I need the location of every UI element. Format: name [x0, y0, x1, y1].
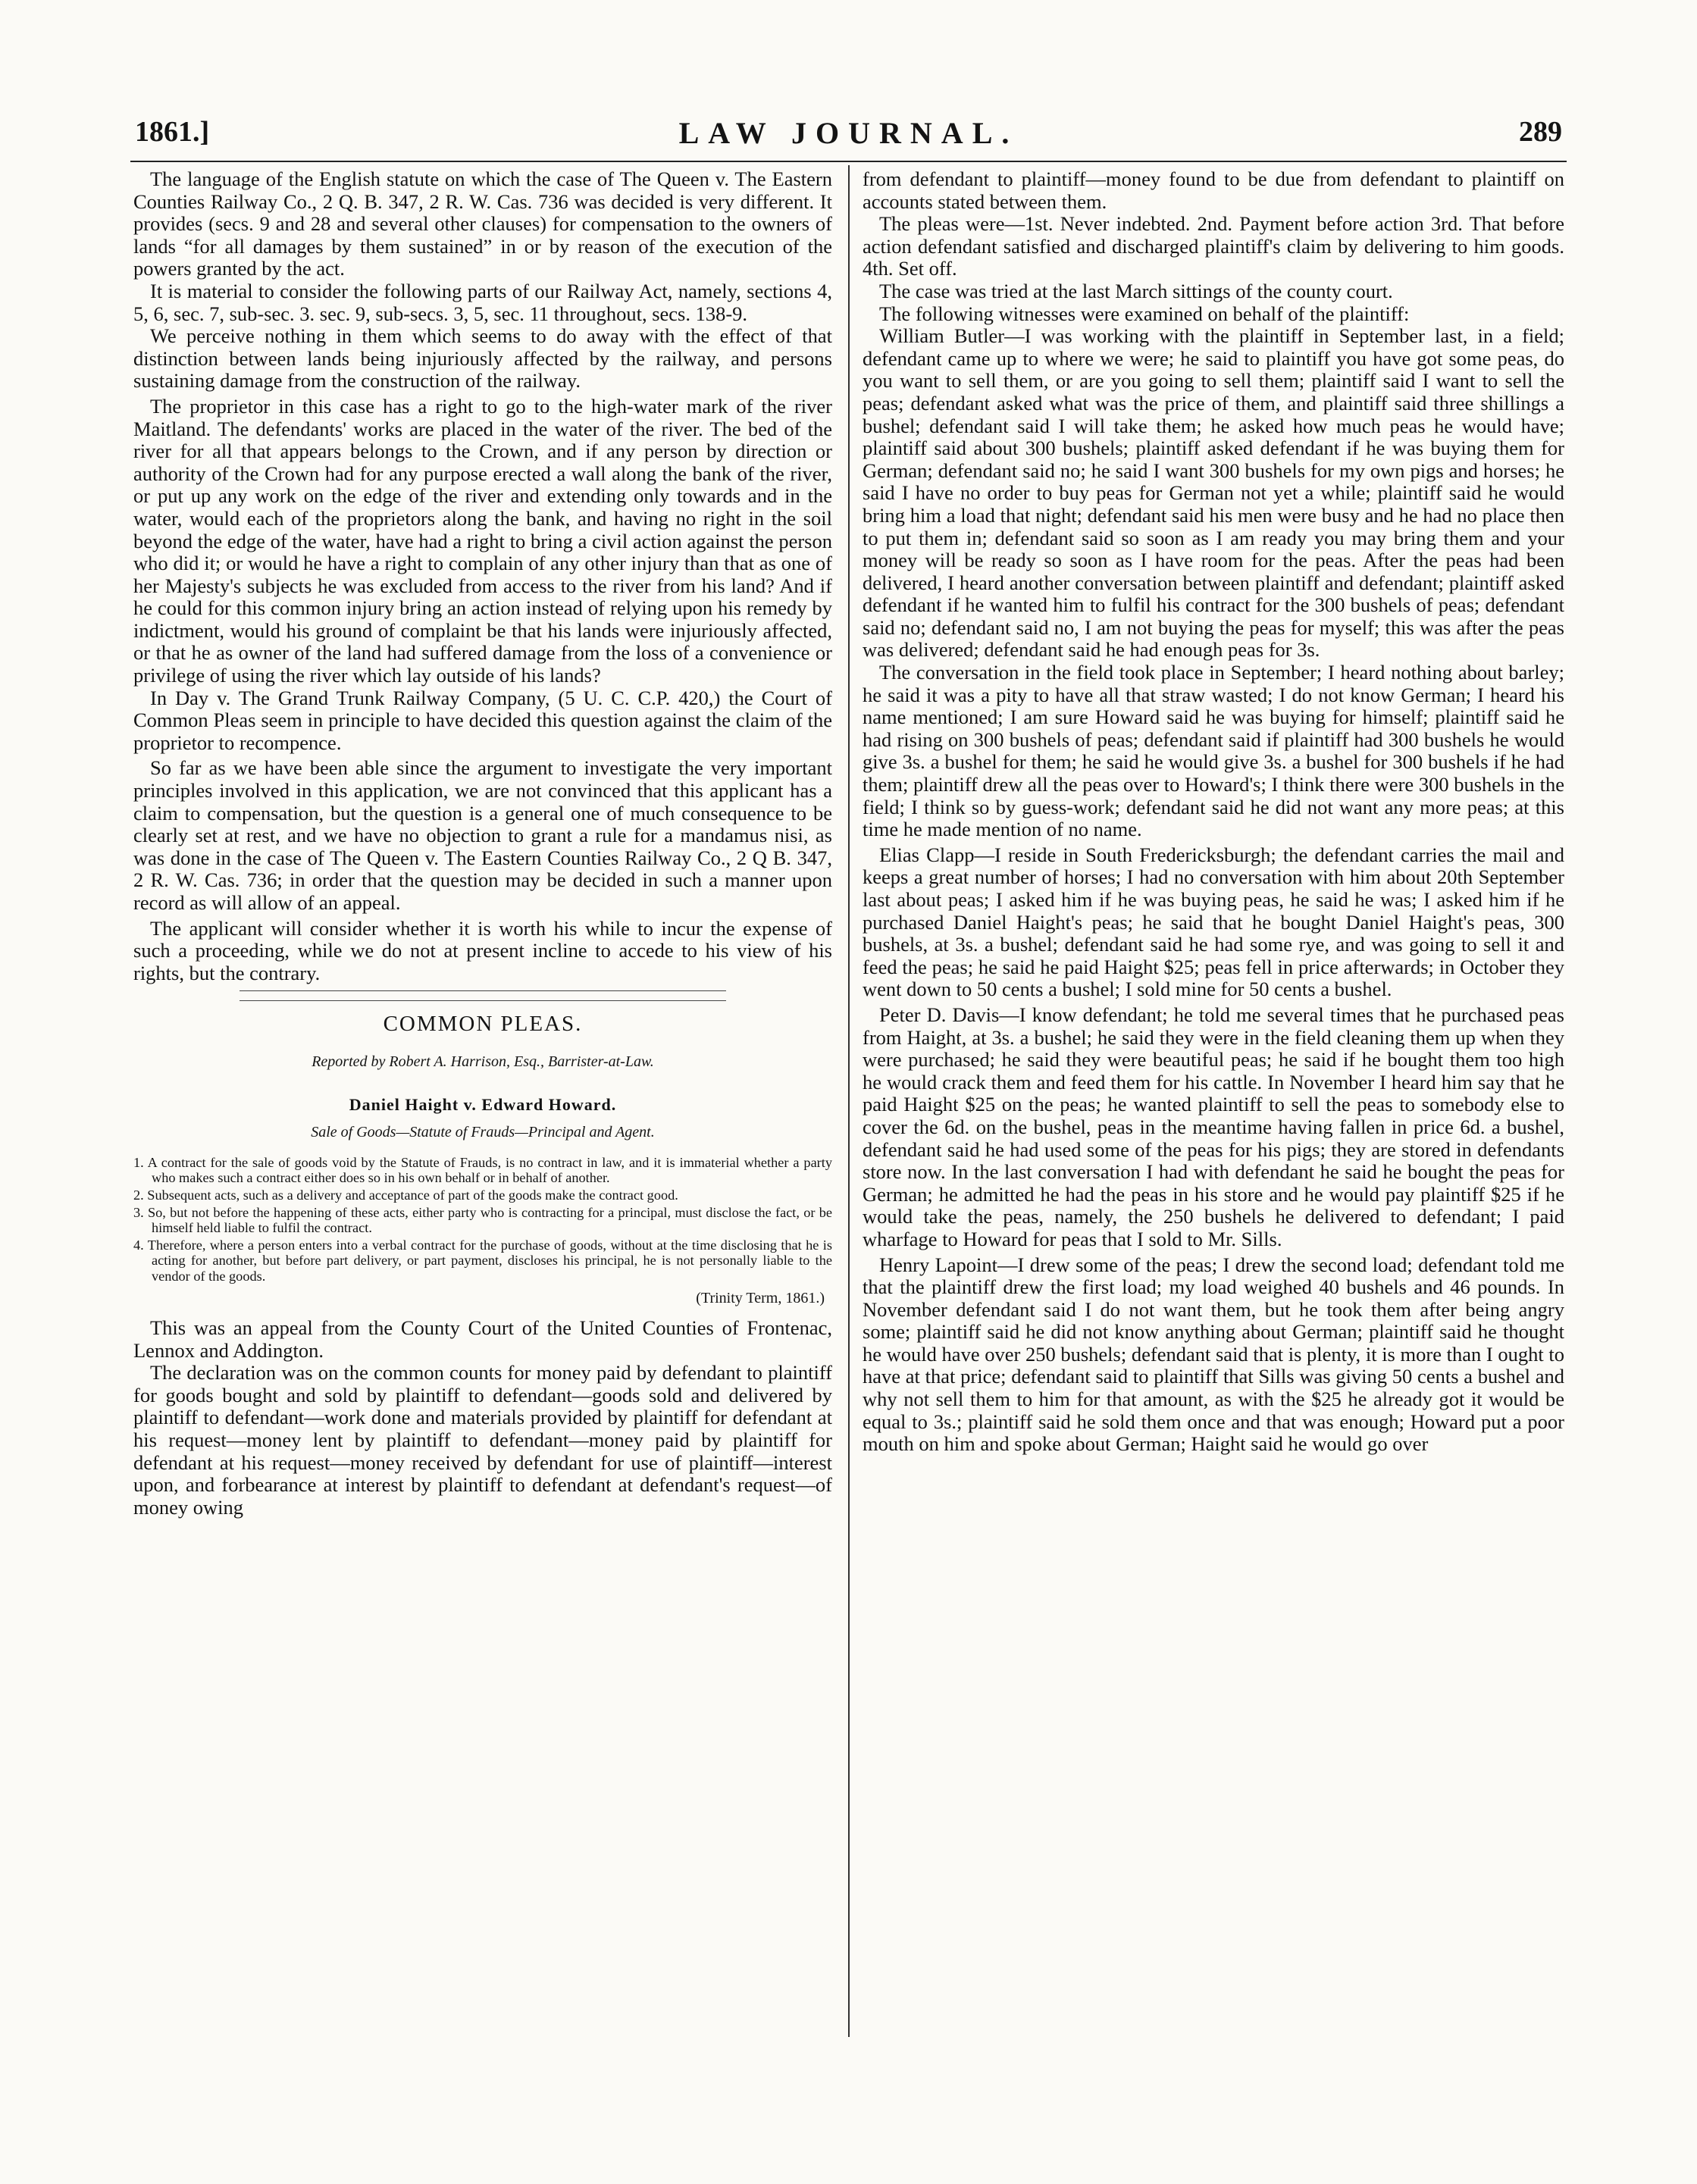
paragraph: This was an appeal from the County Court of the United Counties of Frontenac, Lennox and Addington. — [133, 1316, 832, 1362]
paragraph: Peter D. Davis—I know defendant; he told me several times that he purchased peas from Haight, at 3s. a bushel; he said they were in the field cleaning them up when they were purchased; he said they were beautiful peas; he said if he bought them too high he would crack them and feed them for his cattle. In November I heard him say that he paid Haight $25 on the peas; he wanted plaintiff to sell the peas to somebody else to cover the 6d. on the bushel, peas in the meantime having fallen in price 6d. a bushel, defendant said he had used some of the peas for his pigs; they are stored in defendants store now. In the last conversation I had with defendant he said he bought the peas for German; he admitted he had the peas in his store and he would pay plaintiff $25 if he would take the peas, namely, the 250 bushels he delivered to defendant; I paid wharfage to Howard for peas that I sold to Mr. Sills. — [863, 1003, 1564, 1250]
left-column — [133, 168, 832, 1519]
paragraph: In Day v. The Grand Trunk Railway Company, (5 U. C. C.P. 420,) the Court of Common Pleas seem in principle to have decided this question against the claim of the proprietor to recompence. — [133, 686, 832, 754]
column-divider — [848, 165, 850, 2037]
paragraph: The applicant will consider whether it is worth his while to incur the expense of such a proceeding, while we do not at present incline to accede to his view of his rights, but the contrary. — [133, 916, 832, 984]
right-column — [863, 168, 1564, 1456]
case-title: Daniel Haight v. Edward Howard. — [349, 1094, 617, 1114]
paragraph: Elias Clapp—I reside in South Fredericksburgh; the defendant carries the mail and keeps a great number of horses; I had no conversation with him about 20th September last about peas; I asked him if he was buying peas, he said he was; I asked him if he purchased Daniel Haight's peas; he said that he bought Daniel Haight's peas, 300 bushels, at 3s. a bushel; defendant said he had some rye, and was going to sell it and feed the peas; he said he paid Haight $25; peas fell in price afterwards; in October they went down to 50 cents a bushel; I sold mine for 50 cents a bushel. — [863, 843, 1564, 1001]
running-head — [135, 115, 1562, 162]
headnote: 1. A contract for the sale of goods void by the Statute of Frauds, is no contract in law, and it is immaterial whether a party who makes such a contract either does so in his own behalf or in behalf of another. — [133, 1154, 832, 1186]
paragraph: The declaration was on the common counts for money paid by defendant to plaintiff for goods bought and sold by plaintiff to defendant—goods sold and delivered by plaintiff to defendant—work done and materials provided by plaintiff for defendant at his request—money lent by plaintiff to defendant—money paid by plaintiff for defendant at his request—money received by defendant for use of plaintiff—interest upon, and forbearance at interest by plaintiff to defendant at defendant's request—of money owing — [133, 1361, 832, 1519]
headnote: 3. So, but not before the happening of these acts, either party who is contracting for a principal, must disclose the fact, or be himself held liable to fulfil the contract. — [133, 1204, 832, 1236]
paragraph: The conversation in the field took place in September; I heard nothing about barley; he said it was a pity to have all that straw wasted; I do not know German; I heard his name mentioned; I am sure Howard said he was buying for himself; plaintiff said he had rising on 300 bushels of peas; defendant said if plaintiff had 300 bushels he would give 3s. a bushel for them; he said he would give 3s. a bushel for 300 bushels if he had them; plaintiff drew all the peas over to Howard's; I think there were 300 bushels in the field; I think so by guess-work; defendant said he did not want any more peas; at this time he made mention of no name. — [863, 661, 1564, 841]
headnotes — [133, 1155, 832, 1284]
paragraph: The case was tried at the last March sittings of the county court. — [879, 279, 1393, 302]
headnote: 2. Subsequent acts, such as a delivery and acceptance of part of the goods make the contract good. — [133, 1187, 678, 1203]
paragraph: The pleas were—1st. Never indebted. 2nd. Payment before action 3rd. That before action defendant satisfied and discharged plaintiff's claim by delivering to him goods. 4th. Set off. — [863, 212, 1564, 280]
paragraph: William Butler—I was working with the plaintiff in September last, in a field; defendant came up to where we were; he said to plaintiff you have got some peas, do you want to sell them, or are you going to sell them; plaintiff said I want to sell the peas; defendant asked what was the price of them, and plaintiff said three shillings a bushel; defendant said I will take them; he asked how much peas he would have; plaintiff said about 300 bushels; plaintiff asked defendant if he was buying them for German; defendant said no; he said I want 300 bushels for my own pigs and horses; he said I have no order to buy peas for German not yet a while; plaintiff said he would bring him a load that night; defendant said his men were busy and he had no place then to put them in; defendant said so soon as I am ready you may bring them and your money will be ready so soon as I have room for the peas. After the peas had been delivered, I heard another conversation between plaintiff and defendant; plaintiff asked defendant if he wanted him to fulfil his contract for the 300 bushels of peas; defendant said no; defendant said no, I am not buying the peas for myself; this was after the peas was delivered; defendant said he had enough peas for 3s. — [863, 324, 1564, 662]
paragraph: The proprietor in this case has a right to go to the high-water mark of the river Maitland. The defendants' works are placed in the water of the river. The bed of the river for all that appears belongs to the Crown, and if any person by direction or authority of the Crown had for any purpose erected a wall along the bank of the river, or put up any work on the edge of the river and extending only towards and in the water, would each of the proprietors along the bank, and having no right in the soil beyond the edge of the water, have had a right to bring a civil action against the person who did it; or would he have a right to complain of any other injury than that as one of her Majesty's subjects he was excluded from access to the river from his land? And if he could for this common injury bring an action instead of relying upon his remedy by indictment, would his ground of complaint be that his lands were injuriously affected, or that he as owner of the land had suffered damage from the loss of a convenience or privilege of using the river which lay outside of his lands? — [133, 394, 832, 687]
paragraph: The following witnesses were examined on behalf of the plaintiff: — [879, 302, 1410, 325]
paragraph: It is material to consider the following parts of our Railway Act, namely, sections 4, 5, 6, sec. 7, sub-sec. 3. sec. 9, sub-secs. 3, 5, sec. 11 throughout, secs. 138-9. — [133, 279, 832, 325]
subject-line: Sale of Goods—Statute of Frauds—Principal and Agent. — [311, 1124, 655, 1141]
paragraph: We perceive nothing in them which seems to do away with the effect of that distinction between lands being injuriously affected by the railway, and persons sustaining damage from the construction of the railway. — [133, 324, 832, 393]
paragraph: Henry Lapoint—I drew some of the peas; I drew the second load; defendant told me that the plaintiff drew the first load; my load weighed 40 bushels and 46 pounds. In November defendant said I do not want them, but he took them after being angry some; plaintiff said he did not know anything about German; plaintiff said he thought he would have over 250 bushels; defendant said that is plenty, it is more than I ought to have at that price; defendant said to plaintiff that Sills was giving 50 cents a bushel and why not sell them to him for that amount, as with the $25 he already got it would be equal to 3s.; plaintiff said he sold them once and that was enough; Howard put a poor mouth on him and spoke about German; Haight said he would go over — [863, 1253, 1564, 1456]
running-head-title: LAW JOURNAL. — [678, 116, 1019, 150]
paragraph: from defendant to plaintiff—money found to be due from defendant to plaintiff on accounts stated between them. — [863, 167, 1564, 213]
ornamental-rule — [240, 990, 726, 1001]
court-heading: COMMON PLEAS. — [383, 1012, 583, 1037]
running-head-year: 1861.] — [135, 116, 210, 148]
term-line: (Trinity Term, 1861.) — [696, 1289, 825, 1306]
paragraph: The language of the English statute on which the case of The Queen v. The Eastern Counties Railway Co., 2 Q. B. 347, 2 R. W. Cas. 736 was decided is very different. It provides (secs. 9 and 28 and several other clauses) for compensation to the owners of lands “for all damages by them sustained” in or by reason of the execution of the powers granted by the act. — [133, 167, 832, 280]
paragraph: So far as we have been able since the argument to investigate the very important principles involved in this application, we are not convinced that this applicant has a claim to compensation, but the question is a general one of much consequence to be clearly set at rest, and we have no objection to grant a rule for a mandamus nisi, as was done in the case of The Queen v. The Eastern Counties Railway Co., 2 Q B. 347, 2 R. W. Cas. 736; in order that the question may be decided in such a manner upon record as will allow of an appeal. — [133, 756, 832, 914]
header-rule — [130, 161, 1567, 162]
reporter-line: Reported by Robert A. Harrison, Esq., Barrister-at-Law. — [312, 1053, 654, 1070]
headnote: 4. Therefore, where a person enters into a verbal contract for the purchase of goods, without at the time disclosing that he is acting for another, but before part delivery, or part payment, discloses his principal, he is not personally liable to the vendor of the goods. — [133, 1237, 832, 1284]
page-number: 289 — [1519, 116, 1562, 148]
